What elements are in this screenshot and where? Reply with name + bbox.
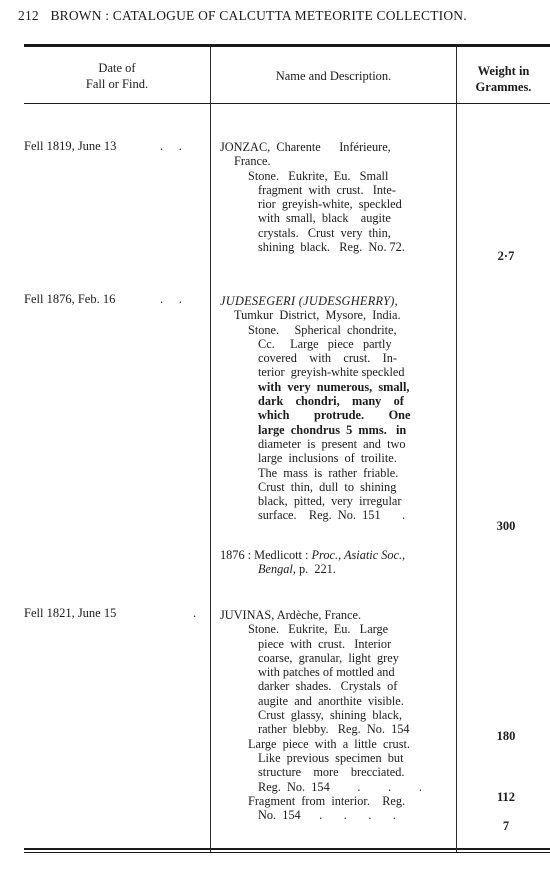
entry-desc-line: Stone. Eukrite, Eu. Small bbox=[248, 168, 389, 183]
entry-desc-line: black, pitted, very irregular bbox=[258, 494, 402, 509]
top-rule bbox=[24, 44, 550, 47]
entry-desc-line: with small, black augite bbox=[258, 211, 391, 226]
entry-desc-line: piece with crust. Interior bbox=[258, 636, 392, 651]
header-weight-line1: Weight in bbox=[477, 64, 530, 78]
entry-weight: 7 bbox=[502, 819, 510, 833]
entry-text bbox=[220, 140, 452, 254]
leader-dots: . bbox=[193, 606, 197, 620]
entry-desc-line: rior greyish-white, speckled bbox=[258, 197, 402, 212]
reference-page: p. 221. bbox=[295, 562, 336, 577]
entry-desc-line: terior greyish-white speckled bbox=[258, 365, 405, 380]
entry-name-line: JONZAC, Charente Inférieure, bbox=[220, 140, 391, 154]
entry-desc-line: covered with crust. In- bbox=[258, 351, 397, 366]
running-head bbox=[18, 8, 467, 24]
entry-desc-line: crystals. Crust very thin, bbox=[258, 225, 391, 240]
leader-dots: . . bbox=[160, 292, 182, 306]
entry-desc-line: which protrude. One bbox=[258, 408, 411, 423]
entry-desc-line: with patches of mottled and bbox=[258, 665, 395, 680]
entry-desc-line: augite and anorthite visible. bbox=[258, 693, 404, 708]
reference-prefix: 1876 : Medlicott : bbox=[220, 548, 312, 562]
page-number: 212 bbox=[18, 8, 39, 23]
reference-line-1 bbox=[220, 548, 452, 562]
reference-journal-place: Bengal, bbox=[258, 562, 296, 577]
entry-desc-line: coarse, granular, light grey bbox=[258, 650, 399, 665]
entry-desc-line: structure more brecciated. bbox=[258, 765, 405, 780]
entry-desc-line: dark chondri, many of bbox=[258, 394, 404, 409]
entry-text bbox=[220, 294, 452, 523]
column-separator-2 bbox=[456, 47, 457, 852]
entry-desc-line: Like previous specimen but bbox=[258, 750, 404, 765]
entry-name-line: JUVINAS, Ardèche, France. bbox=[220, 608, 362, 622]
entry-desc-line: Reg. No. 154 . . . bbox=[258, 779, 422, 794]
entry-desc-line: large chondrus 5 mms. in bbox=[258, 422, 407, 437]
entry-desc-line: Large piece with a little crust. bbox=[248, 736, 410, 751]
header-rule bbox=[24, 103, 550, 104]
entry-date: Fell 1819, June 13 bbox=[24, 139, 117, 153]
entry-weight: 2·7 bbox=[497, 249, 515, 263]
running-title: BROWN : CATALOGUE OF CALCUTTA METEORITE COLLECTION. bbox=[50, 8, 467, 23]
entry-desc-line: Cc. Large piece partly bbox=[258, 336, 392, 351]
entry-text bbox=[220, 608, 452, 822]
entry-desc-line: surface. Reg. No. 151 . bbox=[258, 508, 406, 523]
entry-desc-line: darker shades. Crystals of bbox=[258, 679, 398, 694]
header-weight-line2: Grammes. bbox=[475, 80, 532, 94]
entry-date: Fell 1876, Feb. 16 bbox=[24, 292, 116, 306]
entry-desc-line: with very numerous, small, bbox=[258, 379, 410, 394]
entry-name-line: JUDESEGERI (JUDESGHERRY), bbox=[220, 294, 399, 308]
entry-desc-line: Stone. Spherical chondrite, bbox=[248, 322, 397, 337]
entry-weight: 300 bbox=[496, 519, 516, 533]
bibliographic-reference bbox=[220, 548, 452, 577]
reference-journal: Proc., Asiatic Soc., bbox=[311, 548, 406, 562]
entry-weight: 180 bbox=[496, 729, 516, 743]
leader-dots: . . bbox=[160, 139, 182, 153]
entry-desc-line: large inclusions of troilite. bbox=[258, 451, 397, 466]
entry-desc-line: Crust glassy, shining black, bbox=[258, 708, 403, 723]
entry-desc-line: Fragment from interior. Reg. bbox=[248, 793, 406, 808]
reference-line-2 bbox=[220, 562, 452, 576]
entry-weight: 112 bbox=[496, 790, 516, 804]
entry-date: Fell 1821, June 15 bbox=[24, 606, 117, 620]
entry-desc-line: rather blebby. Reg. No. 154 bbox=[258, 722, 410, 737]
entry-desc-line: Crust thin, dull to shining bbox=[258, 479, 397, 494]
entry-desc-line: shining black. Reg. No. 72. bbox=[258, 240, 405, 255]
header-date-line1: Date of bbox=[98, 61, 136, 75]
bottom-rule-2 bbox=[24, 852, 550, 853]
entry-desc-line: fragment with crust. Inte- bbox=[258, 182, 396, 197]
header-date bbox=[24, 60, 210, 92]
entry-desc-line: No. 154 . . . . bbox=[258, 808, 396, 823]
entry-desc-line: diameter is present and two bbox=[258, 436, 406, 451]
entry-desc-line: Stone. Eukrite, Eu. Large bbox=[248, 622, 389, 637]
entry-name-line: Tumkur District, Mysore, India. bbox=[234, 308, 401, 323]
entry-desc-line: The mass is rather friable. bbox=[258, 465, 399, 480]
bottom-rule-1 bbox=[24, 848, 550, 850]
entry-name-line: France. bbox=[234, 154, 271, 169]
column-separator-1 bbox=[210, 47, 211, 852]
header-name: Name and Description. bbox=[275, 69, 392, 83]
header-weight bbox=[457, 63, 550, 95]
header-date-line2: Fall or Find. bbox=[85, 77, 149, 91]
